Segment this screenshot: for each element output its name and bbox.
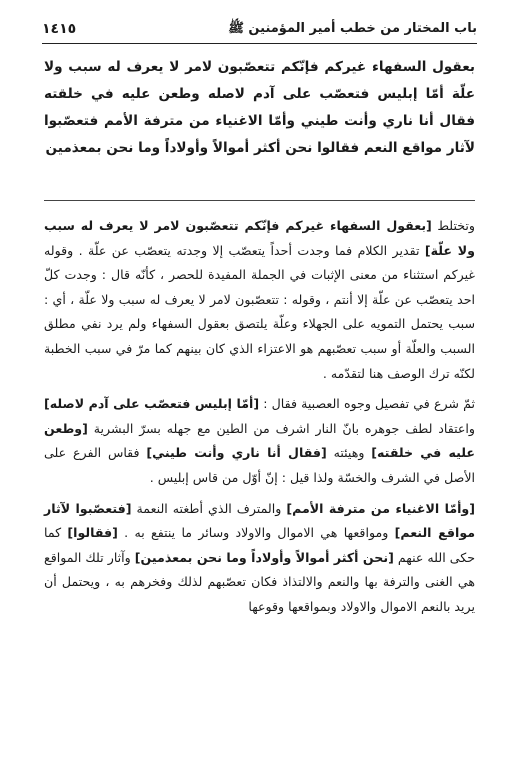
quoted-phrase: [نحن أكثر أموالاً وأولاداً وما نحن بمعذمين]: [134, 549, 394, 565]
quoted-phrase: [بعقول السفهاء غيركم فإنّكم تتعصّبون لامر لا يعرف له سبب ولا علّة]: [44, 218, 475, 258]
quoted-phrase: [فقال أنا ناري وأنت طيني]: [146, 445, 327, 461]
commentary-paragraph-2: [44, 392, 475, 490]
commentary-text: ومواقعها هي الاموال والاولاد وسائر ما ينتفع به .: [117, 525, 395, 541]
quoted-phrase: [وأمّا الاغنياء من مترفة الأمم]: [286, 500, 476, 516]
page-number: ١٤١٥: [42, 21, 77, 37]
commentary: [44, 214, 475, 620]
page-header: [42, 18, 477, 40]
header-rule: [42, 43, 477, 44]
commentary-text: والمترف الذي أطغته النعمة: [131, 500, 287, 516]
commentary-text: ثمّ شرع في تفصيل وجوه العصبية فقال :: [259, 396, 475, 412]
main-sermon-text: بعقول السفهاء غيركم فإنّكم تتعصّبون لامر لا يعرف له سبب ولا علّة أمّا إبليس فتعصّب على آدم لاصله وطعن عليه في خلقته فقال أنا ناري وأنت طيني وأمّا الاغنياء من مترفة الأمم فتعصّبوا لآثار مواقع النعم فقالوا نحن أكثر أموالاً وأولاداً وما نحن بمعذمين: [44, 59, 475, 156]
commentary-paragraph-1: [44, 214, 475, 386]
running-title: باب المختار من خطب أمير المؤمنين ﷺ: [228, 20, 477, 36]
commentary-paragraph-3: [44, 497, 475, 620]
quoted-phrase: [أمّا إبليس فتعصّب على آدم لاصله]: [44, 396, 260, 412]
quoted-phrase: [فتعصّبوا لآثار مواقع النعم]: [44, 500, 476, 541]
commentary-text: فقاس الفرع على الأصل في الشرف والخسّة ولذا قيل : إنّ أوّل من قاس إبليس .: [44, 445, 475, 485]
quoted-phrase: [فقالوا]: [67, 525, 118, 541]
commentary-text: تقدير الكلام فما وجدت أحداً يتعصّب إلا وجدته يتعصّب عن علّة . وقوله غيركم استثناء من معنى الإثبات في الجملة المفيدة للحصر ، كأنّه قال : وجدت كلّ احد يتعصّب عن علّة إلا أنتم ، وقوله : تتعصّبون لامر لا يعرف له سبب ولا علّة ، أي : سبب يحتمل التمويه على الجهلاء وعلّة يلتصق بعقول السفهاء ولم يرد نفي مطلق السبب والعلّة أو سبب تعصّبهم هو الاعتزاء الذي كان بينهم كما مرّ في سبب الخطبة لكنّه ترك الوصف هنا لتقدّمه .: [44, 242, 475, 381]
section-divider: [44, 200, 475, 201]
quoted-phrase: [وطعن عليه في خلقته]: [44, 420, 475, 461]
commentary-text: وهيئته: [326, 445, 372, 461]
commentary-text: وآثار تلك المواقع هي الغنى والترفة بها والنعم والالتذاذ فكان تعصّبهم لذلك وفخرهم به ، ويحتمل أن يريد بالنعم الاموال والاولاد وبمواقعها وقوعها: [44, 549, 475, 614]
commentary-text: وتختلط: [431, 218, 475, 233]
commentary-text: كما حكى الله عنهم: [44, 525, 475, 565]
commentary-text: واعتقاد لطف جوهره بانّ النار اشرف من الطين مع جهله بسرّ البشرية: [87, 420, 475, 436]
